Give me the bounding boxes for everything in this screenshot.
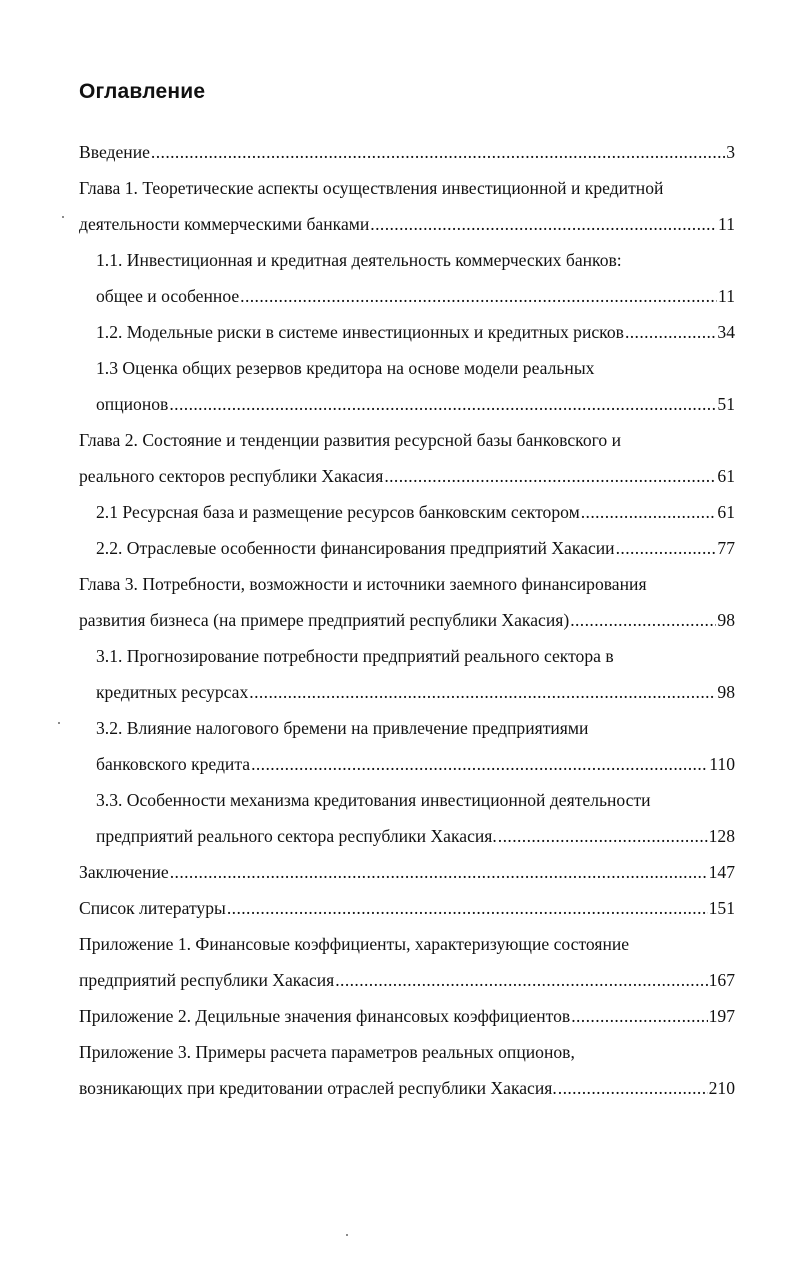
toc-entry-title: реального секторов республики Хакасия	[79, 466, 384, 486]
toc-entry-section-1-1-line-1: 1.1. Инвестиционная и кредитная деятельность коммерческих банков:	[96, 250, 622, 270]
toc-page-number: 11	[718, 214, 735, 234]
toc-entry-title: возникающих при кредитовании отраслей республики Хакасия.	[79, 1078, 557, 1098]
toc-entry-conclusion	[79, 859, 735, 885]
dot-leader	[240, 283, 717, 309]
scan-speck	[62, 216, 64, 218]
toc-entry-title: деятельности коммерческими банками	[79, 214, 370, 234]
toc-entry-title: предприятий республики Хакасия	[79, 970, 335, 990]
toc-entry-appendix-3	[79, 1075, 735, 1101]
toc-entry-title: Заключение	[79, 862, 169, 882]
toc-page-number: 98	[717, 610, 735, 630]
toc-entry-section-1-1	[96, 283, 735, 309]
dot-leader	[616, 535, 717, 561]
dot-leader	[151, 139, 725, 165]
toc-entry-section-1-3	[96, 391, 735, 417]
toc-entry-section-3-2	[96, 751, 735, 777]
toc-entry-chapter-3	[79, 607, 735, 633]
toc-page-number: 61	[717, 466, 735, 486]
toc-page-number: 167	[708, 970, 735, 990]
dot-leader	[227, 895, 708, 921]
toc-page-number: 197	[708, 1006, 735, 1026]
toc-entry-appendix-1-line-1: Приложение 1. Финансовые коэффициенты, характеризующие состояние	[79, 934, 630, 954]
toc-page-number: 77	[717, 538, 735, 558]
toc-entry-references	[79, 895, 735, 921]
dot-leader	[570, 607, 716, 633]
dot-leader	[370, 211, 717, 237]
toc-page-number: 51	[717, 394, 735, 414]
dot-leader	[169, 391, 716, 417]
toc-entry-chapter-2-line-1: Глава 2. Состояние и тенденции развития ресурсной базы банковского и	[79, 430, 622, 450]
toc-entry-title: 2.2. Отраслевые особенности финансирования предприятий Хакасии	[96, 538, 615, 558]
toc-entry-section-1-2	[96, 319, 735, 345]
toc-entry-title: 1.2. Модельные риски в системе инвестиционных и кредитных рисков	[96, 322, 624, 342]
toc-entry-section-3-3-line-1: 3.3. Особенности механизма кредитования инвестиционной деятельности	[96, 790, 651, 810]
toc-entry-section-2-1	[96, 499, 735, 525]
dot-leader	[498, 823, 708, 849]
toc-heading: Оглавление	[79, 80, 206, 103]
toc-entry-appendix-2	[79, 1003, 735, 1029]
scan-speck	[58, 722, 60, 724]
dot-leader	[249, 679, 716, 705]
toc-entry-title: общее и особенное	[96, 286, 240, 306]
toc-page-number: 151	[708, 898, 735, 918]
toc-page-number: 34	[717, 322, 735, 342]
toc-entry-title: 2.1 Ресурсная база и размещение ресурсов банковским сектором	[96, 502, 580, 522]
toc-page-number: 11	[718, 286, 735, 306]
toc-page-number: 147	[708, 862, 735, 882]
toc-entry-chapter-1-line-1: Глава 1. Теоретические аспекты осуществления инвестиционной и кредитной	[79, 178, 664, 198]
dot-leader	[384, 463, 716, 489]
toc-entry-title: опционов	[96, 394, 169, 414]
toc-page-number: 3	[726, 142, 735, 162]
toc-entry-appendix-3-line-1: Приложение 3. Примеры расчета параметров реальных опционов,	[79, 1042, 575, 1062]
toc-entry-title: кредитных ресурсах	[96, 682, 249, 702]
toc-page-number: 210	[708, 1078, 735, 1098]
scan-speck	[346, 1234, 348, 1236]
dot-leader	[170, 859, 708, 885]
toc-entry-section-3-3	[96, 823, 735, 849]
toc-entry-introduction	[79, 139, 735, 165]
dot-leader	[558, 1075, 708, 1101]
dot-leader	[571, 1003, 707, 1029]
toc-entry-appendix-1	[79, 967, 735, 993]
toc-entry-title: развития бизнеса (на примере предприятий республики Хакасия)	[79, 610, 570, 630]
toc-page-number: 128	[708, 826, 735, 846]
toc-entry-chapter-1	[79, 211, 735, 237]
toc-page-number: 61	[717, 502, 735, 522]
toc-entry-section-3-2-line-1: 3.2. Влияние налогового бремени на привлечение предприятиями	[96, 718, 589, 738]
dot-leader	[625, 319, 716, 345]
toc-entry-section-2-2	[96, 535, 735, 561]
dot-leader	[251, 751, 708, 777]
toc-entry-title: Введение	[79, 142, 150, 162]
toc-page-number: 110	[709, 754, 735, 774]
toc-entry-section-3-1	[96, 679, 735, 705]
toc-entry-title: Приложение 2. Децильные значения финансовых коэффициентов	[79, 1006, 571, 1026]
toc-entry-chapter-3-line-1: Глава 3. Потребности, возможности и источники заемного финансирования	[79, 574, 647, 594]
toc-entry-chapter-2	[79, 463, 735, 489]
dot-leader	[581, 499, 717, 525]
toc-page-number: 98	[717, 682, 735, 702]
toc-entry-section-1-3-line-1: 1.3 Оценка общих резервов кредитора на основе модели реальных	[96, 358, 595, 378]
dot-leader	[335, 967, 707, 993]
toc-entry-section-3-1-line-1: 3.1. Прогнозирование потребности предприятий реального сектора в	[96, 646, 614, 666]
toc-entry-title: предприятий реального сектора республики Хакасия.	[96, 826, 497, 846]
toc-entry-title: банковского кредита	[96, 754, 251, 774]
toc-entry-title: Список литературы	[79, 898, 226, 918]
